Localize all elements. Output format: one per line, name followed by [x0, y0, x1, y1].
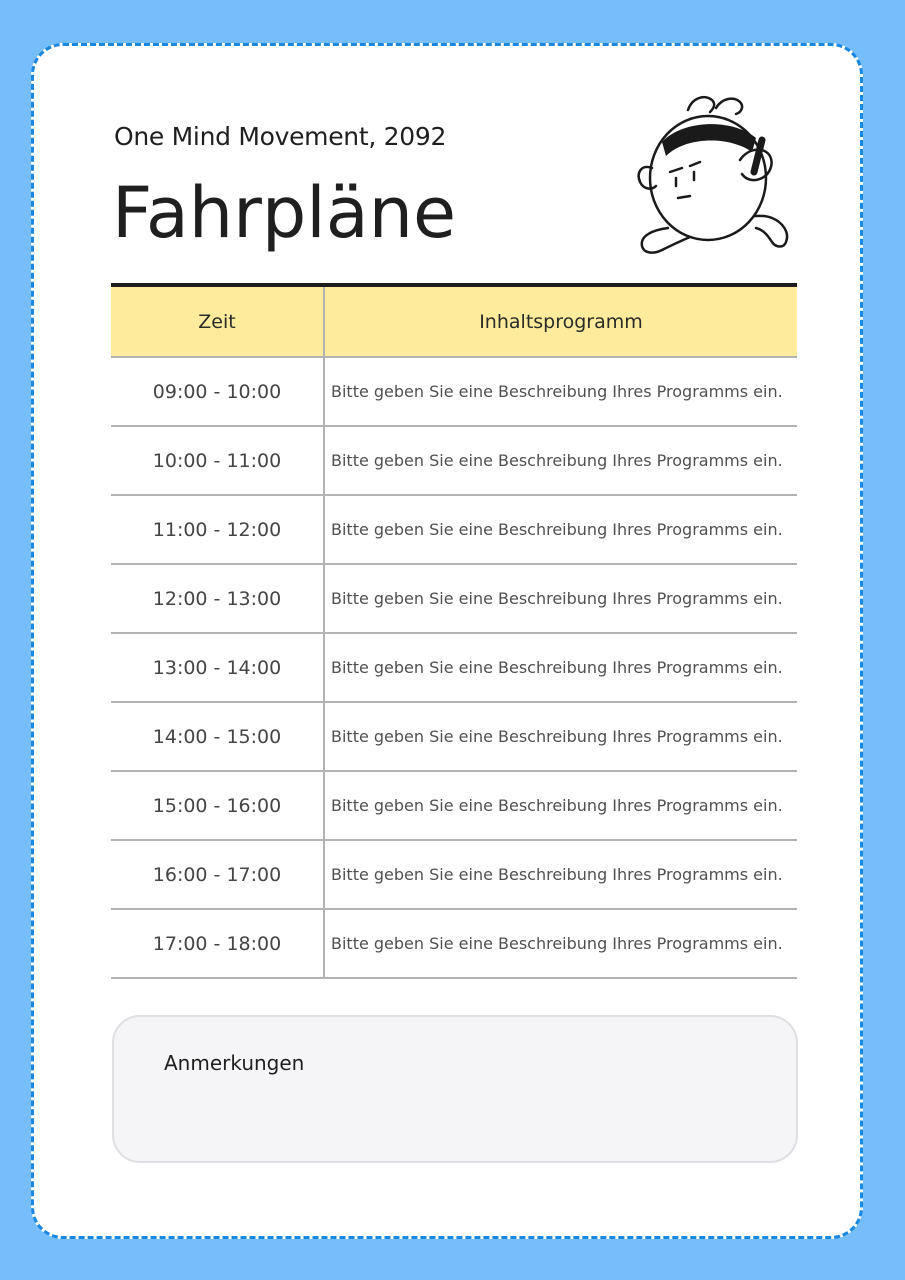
table-row: [111, 357, 797, 426]
schedule-card: [31, 43, 863, 1239]
table-row: [111, 771, 797, 840]
notes-label: Anmerkungen: [164, 1051, 305, 1075]
time-cell: 12:00 - 13:00: [111, 564, 324, 633]
page-title: Fahrpläne: [112, 172, 457, 254]
table-row: [111, 909, 797, 978]
program-description-cell[interactable]: Bitte geben Sie eine Beschreibung Ihres Programms ein.: [324, 357, 797, 426]
table-row: [111, 840, 797, 909]
time-cell: 13:00 - 14:00: [111, 633, 324, 702]
time-cell: 11:00 - 12:00: [111, 495, 324, 564]
time-cell: 15:00 - 16:00: [111, 771, 324, 840]
program-description-cell[interactable]: Bitte geben Sie eine Beschreibung Ihres Programms ein.: [324, 633, 797, 702]
time-cell: 09:00 - 10:00: [111, 357, 324, 426]
time-cell: 14:00 - 15:00: [111, 702, 324, 771]
table-row: [111, 633, 797, 702]
table-row: [111, 564, 797, 633]
notes-box[interactable]: [112, 1015, 798, 1163]
program-description-cell[interactable]: Bitte geben Sie eine Beschreibung Ihres Programms ein.: [324, 564, 797, 633]
table-header-row: [111, 285, 797, 357]
time-cell: 10:00 - 11:00: [111, 426, 324, 495]
program-description-cell[interactable]: Bitte geben Sie eine Beschreibung Ihres Programms ein.: [324, 495, 797, 564]
column-header-program: Inhaltsprogramm: [324, 285, 797, 357]
table-row: [111, 495, 797, 564]
table-row: [111, 426, 797, 495]
page-subtitle: One Mind Movement, 2092: [114, 122, 447, 151]
time-cell: 16:00 - 17:00: [111, 840, 324, 909]
program-description-cell[interactable]: Bitte geben Sie eine Beschreibung Ihres Programms ein.: [324, 771, 797, 840]
running-character-icon: [630, 90, 790, 260]
table-row: [111, 702, 797, 771]
program-description-cell[interactable]: Bitte geben Sie eine Beschreibung Ihres Programms ein.: [324, 909, 797, 978]
schedule-table: [111, 283, 797, 979]
time-cell: 17:00 - 18:00: [111, 909, 324, 978]
program-description-cell[interactable]: Bitte geben Sie eine Beschreibung Ihres Programms ein.: [324, 840, 797, 909]
program-description-cell[interactable]: Bitte geben Sie eine Beschreibung Ihres Programms ein.: [324, 702, 797, 771]
program-description-cell[interactable]: Bitte geben Sie eine Beschreibung Ihres Programms ein.: [324, 426, 797, 495]
column-header-time: Zeit: [111, 285, 324, 357]
